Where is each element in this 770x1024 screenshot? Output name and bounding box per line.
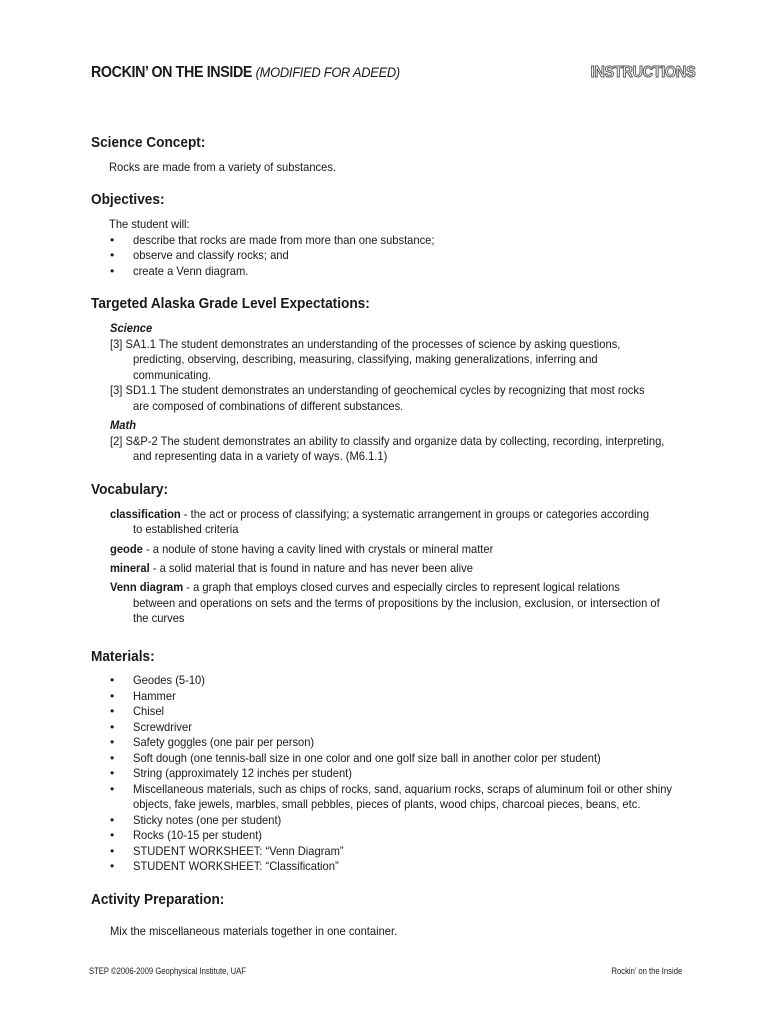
bullet: • [110,233,115,247]
bullet: • [110,813,115,827]
material-item: Safety goggles (one pair per person) [133,735,315,749]
vocab-entry: Venn diagram - a graph that employs closed curves and especially circles to represent logical relations [110,580,620,594]
materials-heading: Materials: [91,649,155,665]
bullet: • [110,782,115,796]
material-item: Sticky notes (one per student) [133,813,282,827]
gle-heading: Targeted Alaska Grade Level Expectations: [91,296,370,312]
material-item: STUDENT WORKSHEET: “Classification” [133,859,339,873]
vocab-term: mineral [110,561,150,575]
bullet: • [110,751,115,765]
material-item: Soft dough (one tennis-ball size in one color and one golf size ball in another color per student) [133,751,601,765]
material-continuation: objects, fake jewels, marbles, small pebbles, pieces of plants, wood chips, charcoal pieces, beans, etc. [133,797,641,811]
activity-prep-text: Mix the miscellaneous materials together in one container. [110,924,398,938]
activity-prep-heading: Activity Preparation: [91,892,225,908]
vocab-term: geode [110,542,143,556]
vocab-entry: geode - a nodule of stone having a cavity lined with crystals or mineral matter [110,542,494,556]
science-concept-heading: Science Concept: [91,135,206,151]
gle-line: [3] SD1.1 The student demonstrates an understanding of geochemical cycles by recognizing that most rocks [110,383,645,397]
vocab-continuation: to established criteria [133,522,239,536]
vocab-entry: mineral - a solid material that is found in nature and has never been alive [110,561,473,575]
gle-line: communicating. [133,368,212,382]
bullet: • [110,844,115,858]
document-subtitle: (MODIFIED FOR ADEED) [255,64,400,80]
bullet: • [110,766,115,780]
vocab-entry: classification - the act or process of classifying; a systematic arrangement in groups or categories according [110,507,650,521]
objectives-heading: Objectives: [91,192,165,208]
material-item: Rocks (10-15 per student) [133,828,263,842]
material-item: Hammer [133,689,176,703]
instructions-label: INSTRUCTIONS [590,64,695,81]
material-item: Chisel [133,704,165,718]
bullet: • [110,248,115,262]
bullet: • [110,720,115,734]
gle-line: are composed of combinations of different substances. [133,399,404,413]
vocab-term: Venn diagram [110,580,184,594]
objectives-intro: The student will: [109,217,190,231]
objective-item: describe that rocks are made from more than one substance; [133,233,435,247]
vocab-continuation: the curves [133,611,185,625]
gle-line: [3] SA1.1 The student demonstrates an understanding of the processes of science by asking questions, [110,337,621,351]
material-item: STUDENT WORKSHEET: “Venn Diagram” [133,844,344,858]
material-item: Geodes (5-10) [133,673,205,687]
material-item: Miscellaneous materials, such as chips of rocks, sand, aquarium rocks, scraps of aluminum foil or other shiny [133,782,673,796]
page-header [91,64,695,88]
bullet: • [110,673,115,687]
material-item: String (approximately 12 inches per student) [133,766,352,780]
footer-copyright: STEP ©2006-2009 Geophysical Institute, UAF [89,966,246,976]
science-concept-text: Rocks are made from a variety of substances. [109,160,337,174]
bullet: • [110,828,115,842]
bullet: • [110,689,115,703]
bullet: • [110,704,115,718]
material-item: Screwdriver [133,720,192,734]
footer-title: Rockin’ on the Inside [611,966,682,976]
gle-math-label: Math [110,418,137,432]
objective-item: create a Venn diagram. [133,264,249,278]
bullet: • [110,264,115,278]
vocab-term: classification [110,507,181,521]
vocab-continuation: between and operations on sets and the terms of propositions by the inclusion, exclusion, or intersection of [133,596,660,610]
gle-line: [2] S&P-2 The student demonstrates an ability to classify and organize data by collecting, recording, interpreting, [110,434,665,448]
gle-line: predicting, observing, describing, measuring, classifying, making generalizations, inferring and [133,352,598,366]
vocabulary-heading: Vocabulary: [91,482,169,498]
objective-item: observe and classify rocks; and [133,248,289,262]
gle-line: and representing data in a variety of ways. (M6.1.1) [133,449,388,463]
bullet: • [110,735,115,749]
bullet: • [110,859,115,873]
gle-science-label: Science [110,321,153,335]
document-title: ROCKIN’ ON THE INSIDE (MODIFIED FOR ADEED) [91,64,400,81]
